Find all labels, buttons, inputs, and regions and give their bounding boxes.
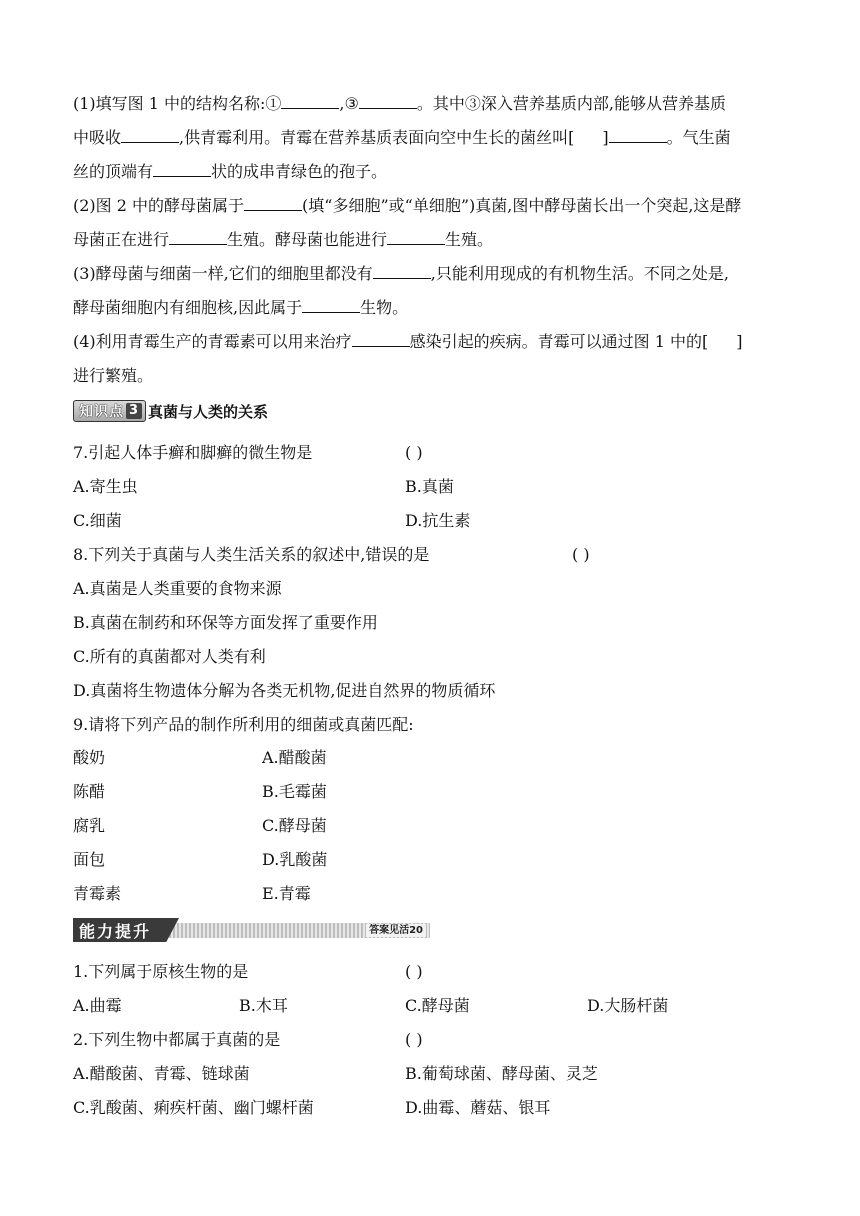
q9-product[interactable]: 腐乳 bbox=[73, 816, 106, 835]
q7-option-c[interactable]: C.细菌 bbox=[73, 511, 122, 530]
q7-option-d[interactable]: D.抗生素 bbox=[405, 511, 471, 530]
q7-answer-paren[interactable]: ( ) bbox=[405, 443, 423, 462]
q6-part1-line1: (1)填写图 1 中的结构名称:① ,③ 。其中③深入营养基质内部,能够从营养基质 bbox=[73, 94, 726, 113]
q9-product[interactable]: 陈醋 bbox=[73, 782, 106, 801]
r1-option-c[interactable]: C.酵母菌 bbox=[405, 996, 470, 1015]
r1-option-b[interactable]: B.木耳 bbox=[239, 996, 288, 1015]
q9-microbe[interactable]: B.毛霉菌 bbox=[262, 782, 327, 801]
answer-blank[interactable] bbox=[609, 128, 667, 143]
answer-blank[interactable] bbox=[281, 94, 339, 109]
r2-stem: 2.下列生物中都属于真菌的是 bbox=[73, 1030, 281, 1049]
r2-option-c[interactable]: C.乳酸菌、痢疾杆菌、幽门螺杆菌 bbox=[73, 1098, 314, 1117]
r1-stem: 1.下列属于原核生物的是 bbox=[73, 962, 249, 981]
q9-product[interactable]: 面包 bbox=[73, 850, 106, 869]
q8-option-c[interactable]: C.所有的真菌都对人类有利 bbox=[73, 647, 266, 666]
q6-part2-line2: 母菌正在进行 生殖。酵母菌也能进行 生殖。 bbox=[73, 230, 494, 249]
r2-option-b[interactable]: B.葡萄球菌、酵母菌、灵芝 bbox=[405, 1064, 598, 1083]
q6-part3-line2: 酵母菌细胞内有细胞核,因此属于 生物。 bbox=[73, 298, 409, 317]
r2-option-a[interactable]: A.醋酸菌、青霉、链球菌 bbox=[73, 1064, 250, 1083]
q8-option-b[interactable]: B.真菌在制药和环保等方面发挥了重要作用 bbox=[73, 613, 378, 632]
q9-microbe[interactable]: C.酵母菌 bbox=[262, 816, 327, 835]
banner-title: 能力提升 bbox=[79, 922, 152, 941]
q6-part3-line1: (3)酵母菌与细菌一样,它们的细胞里都没有 ,只能利用现成的有机物生活。不同之处是, bbox=[73, 264, 729, 283]
q7-stem: 7.引起人体手癣和脚癣的微生物是 bbox=[73, 443, 313, 462]
answer-blank[interactable] bbox=[153, 162, 211, 177]
q9-product[interactable]: 青霉素 bbox=[73, 884, 122, 903]
section-badge: 知识点 3 bbox=[73, 400, 146, 422]
r2-option-d[interactable]: D.曲霉、蘑菇、银耳 bbox=[405, 1098, 551, 1117]
answer-reference: 答案见活20 bbox=[366, 924, 426, 937]
answer-blank[interactable] bbox=[359, 94, 417, 109]
ability-banner bbox=[73, 918, 430, 942]
answer-blank[interactable] bbox=[387, 230, 445, 245]
answer-blank[interactable] bbox=[373, 264, 431, 279]
answer-blank[interactable] bbox=[352, 332, 410, 347]
answer-blank[interactable] bbox=[169, 230, 227, 245]
q9-stem: 9.请将下列产品的制作所利用的细菌或真菌匹配: bbox=[73, 715, 414, 734]
q9-product[interactable]: 酸奶 bbox=[73, 748, 106, 767]
section-heading bbox=[73, 400, 268, 422]
q9-microbe[interactable]: A.醋酸菌 bbox=[262, 748, 327, 767]
r1-option-a[interactable]: A.曲霉 bbox=[73, 996, 122, 1015]
section-number: 3 bbox=[126, 403, 142, 419]
q6-part1-line3: 丝的顶端有 状的成串青绿色的孢子。 bbox=[73, 162, 388, 181]
q8-option-d[interactable]: D.真菌将生物遗体分解为各类无机物,促进自然界的物质循环 bbox=[73, 681, 496, 700]
answer-blank[interactable] bbox=[244, 196, 302, 211]
q6-part1-line2: 中吸收 ,供青霉利用。青霉在营养基质表面向空中生长的菌丝叫[ ] 。气生菌 bbox=[73, 128, 731, 147]
q9-microbe[interactable]: D.乳酸菌 bbox=[262, 850, 328, 869]
q8-option-a[interactable]: A.真菌是人类重要的食物来源 bbox=[73, 579, 282, 598]
q8-stem: 8.下列关于真菌与人类生活关系的叙述中,错误的是 bbox=[73, 545, 430, 564]
section-title: 真菌与人类的关系 bbox=[148, 402, 269, 421]
q7-option-b[interactable]: B.真菌 bbox=[405, 477, 454, 496]
answer-blank[interactable] bbox=[302, 298, 360, 313]
answer-blank[interactable] bbox=[121, 128, 179, 143]
r2-answer-paren[interactable]: ( ) bbox=[405, 1030, 423, 1049]
q6-part2-line1: (2)图 2 中的酵母菌属于 (填“多细胞”或“单细胞”)真菌,图中酵母菌长出一个突起,这是酵 bbox=[73, 196, 742, 215]
r1-answer-paren[interactable]: ( ) bbox=[405, 962, 423, 981]
q6-part4-line1: (4)利用青霉生产的青霉素可以用来治疗 感染引起的疾病。青霉可以通过图 1 中的[ ] bbox=[73, 332, 743, 351]
q9-microbe[interactable]: E.青霉 bbox=[262, 884, 311, 903]
q6-part4-line2: 进行繁殖。 bbox=[73, 366, 154, 385]
q7-option-a[interactable]: A.寄生虫 bbox=[73, 477, 138, 496]
r1-option-d[interactable]: D.大肠杆菌 bbox=[587, 996, 669, 1015]
q8-answer-paren[interactable]: ( ) bbox=[572, 545, 590, 564]
